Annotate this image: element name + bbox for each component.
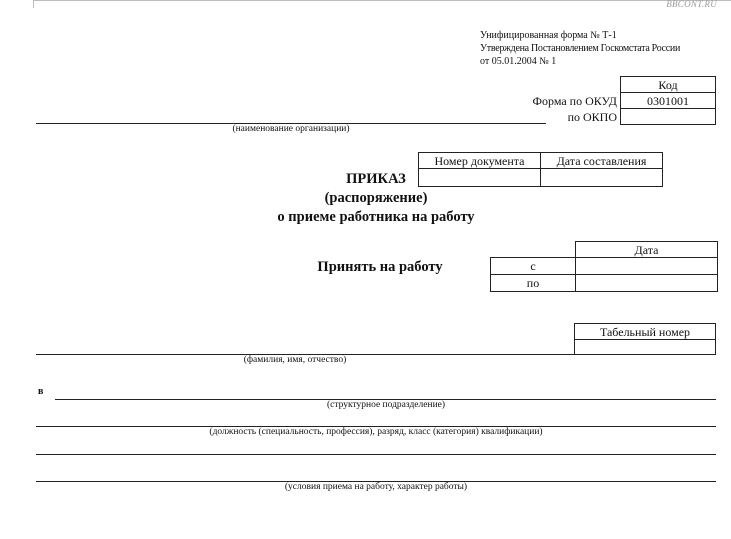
tab-number-table bbox=[574, 323, 716, 355]
title-prikaz: ПРИКАЗ bbox=[346, 171, 406, 187]
watermark: BBCONT.RU bbox=[666, 0, 717, 9]
conditions-line-1[interactable] bbox=[36, 454, 716, 455]
hire-label: Принять на работу bbox=[317, 259, 443, 275]
doc-date-header: Дата составления bbox=[541, 153, 663, 169]
hire-from-cell[interactable] bbox=[576, 258, 718, 275]
okud-label: Форма по ОКУД bbox=[532, 94, 617, 108]
page-frame-top bbox=[33, 0, 731, 1]
v-label: в bbox=[38, 386, 44, 397]
position-caption: (должность (специальность, профессия), разряд, класс (категория) квалификации) bbox=[209, 427, 543, 437]
page-frame-left bbox=[33, 0, 34, 8]
form-header-line1: Унифицированная форма № Т-1 bbox=[480, 30, 617, 41]
title-subject: о приеме работника на работу bbox=[277, 209, 475, 225]
fio-caption: (фамилия, имя, отчество) bbox=[243, 355, 347, 365]
form-header-line2: Утверждена Постановлением Госкомстата России bbox=[480, 43, 681, 54]
hire-dates-empty bbox=[491, 242, 576, 258]
doc-date-cell[interactable] bbox=[541, 169, 663, 187]
hire-to-label: по bbox=[491, 275, 576, 292]
okpo-label: по ОКПО bbox=[567, 110, 617, 124]
doc-number-header: Номер документа bbox=[419, 153, 541, 169]
okud-code-cell[interactable]: 0301001 bbox=[621, 93, 716, 109]
hire-date-header: Дата bbox=[576, 242, 718, 258]
hire-from-label: с bbox=[491, 258, 576, 275]
kod-header: Код bbox=[621, 77, 716, 93]
okpo-code-cell[interactable] bbox=[621, 109, 716, 125]
org-name-caption: (наименование организации) bbox=[232, 124, 350, 134]
conditions-caption: (условия приема на работу, характер работы) bbox=[284, 482, 468, 492]
title-rasporyazhenie: (распоряжение) bbox=[324, 190, 428, 206]
tab-number-header: Табельный номер bbox=[575, 324, 716, 340]
form-header-line3: от 05.01.2004 № 1 bbox=[480, 56, 557, 67]
tab-number-cell[interactable] bbox=[575, 340, 716, 355]
codes-table bbox=[620, 76, 716, 125]
hire-dates-table bbox=[490, 241, 718, 292]
hire-to-cell[interactable] bbox=[576, 275, 718, 292]
department-caption: (структурное подразделение) bbox=[326, 400, 446, 410]
